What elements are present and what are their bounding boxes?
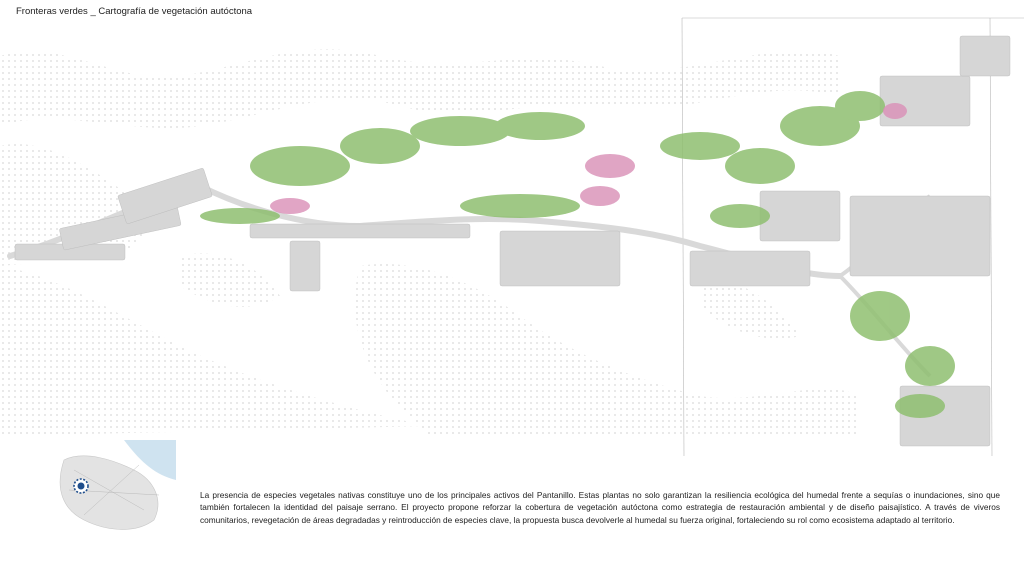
- map-title: Fronteras verdes _ Cartografía de vegetación autóctona: [16, 6, 253, 17]
- locator-map: [44, 440, 176, 540]
- terrain-contours: [0, 49, 860, 436]
- description-paragraph: La presencia de especies vegetales nativas constituye uno de los principales activos del Pantanillo. Estas plantas no solo garantizan la resiliencia ecológica del humedal frente a sequías o inundaciones, sino que también fortalecen la identidad del paisaje serrano. El proyecto propone reforzar la cobertura de vegetación autóctona como estrategia de restauración ambiental y de diseño paisajístico. A través de viveros comunitarios, revegetación de áreas degradadas y reintroducción de especies clave, la propuesta busca devolverle al humedal su fuerza original, fortaleciendo su rol como ecosistema adaptado al territorio.: [200, 490, 1000, 525]
- vegetation-map: [0, 16, 1024, 456]
